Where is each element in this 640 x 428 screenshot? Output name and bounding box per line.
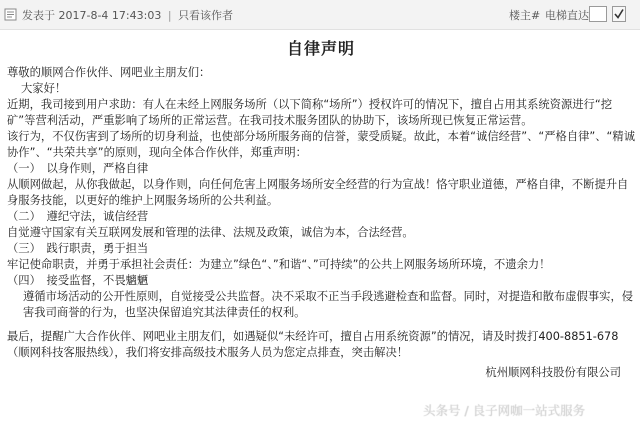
section-1-title: （一） 以身作则，严格自律 [7,162,149,175]
post-title: 自律声明 [286,39,355,58]
go-icon[interactable] [612,6,626,22]
floor-label: 楼主# [509,9,541,22]
salutation: 尊敬的顺网合作伙伴、网吧业主朋友们： [7,66,211,79]
greeting: 大家好！ [21,82,67,95]
meta-separator: | [167,9,172,22]
section-4-body: 遵循市场活动的公开性原则，自觉接受公共监督。决不采取不正当手段逃避检查和监督。同时，对提造和散布虚假事实，侵害我司商誉的行为，也坚决保留追究其法律责任的权利。 [23,290,634,319]
signature: 杭州顺网科技股份有限公司 [485,366,621,379]
post-time: 2017-8-4 17:43:03 [58,9,162,22]
section-4-title: （四） 接受监督，不畏魑魉 [7,274,149,287]
section-1-body: 从顺网做起，从你我做起，以身作则，向任何危害上网服务场所安全经营的行为宣战！恪守职业道德，严格自律，不断提升自身服务技能，以更好的维护上网服务场所的公共利益。 [7,178,629,207]
post-content [7,30,635,381]
watermark: 头条号 / 良子网咖一站式服务 [423,403,586,418]
section-3-body: 牢记使命职责，并勇于承担社会责任：为建立”绿色“、”和谐“、”可持续”的公共上网服务场所环境，不遗余力！ [7,258,551,271]
section-2-body: 自觉遵守国家有关互联网发展和管理的法律、法规及政策，诚信为本，合法经营。 [7,226,414,239]
post-icon [4,8,17,21]
post-meta [22,7,233,23]
section-3-title: （三） 践行职责，勇于担当 [7,242,149,255]
posted-prefix: 发表于 [22,9,55,22]
elevator-floor-input[interactable] [589,6,607,22]
post-header-bar [0,0,640,30]
paragraph-2: 该行为，不仅伤害到了场所的切身利益，也使部分场所服务商的信誉，蒙受质疑。故此，本着“诚信经营”、“严格自律”、“精诚协作”、“共荣共享”的原则，现向全体合作伙伴，郑重声明： [7,130,636,159]
elevator-label: 电梯直达 [545,9,589,22]
section-2-title: （二） 遵纪守法，诚信经营 [7,210,149,223]
only-author-link[interactable]: 只看该作者 [178,9,234,22]
closing-paragraph: 最后，提醒广大合作伙伴、网吧业主朋友们，如遇疑似“未经许可，擅自占用系统资源”的情况，请及时拨打400-8851-678（顺网科技客服热线），我们将安排高级技术服务人员为您定点排查，突击解决！ [7,330,619,359]
paragraph-1: 近期，我司接到用户求助：有人在未经上网服务场所（以下简称“场所”）授权许可的情况下，擅自占用其系统资源进行“挖矿”等营利活动，严重影响了场所的正常运营。在我司技术服务团队的协助下，该场所现已恢复正常运营。 [7,98,613,127]
